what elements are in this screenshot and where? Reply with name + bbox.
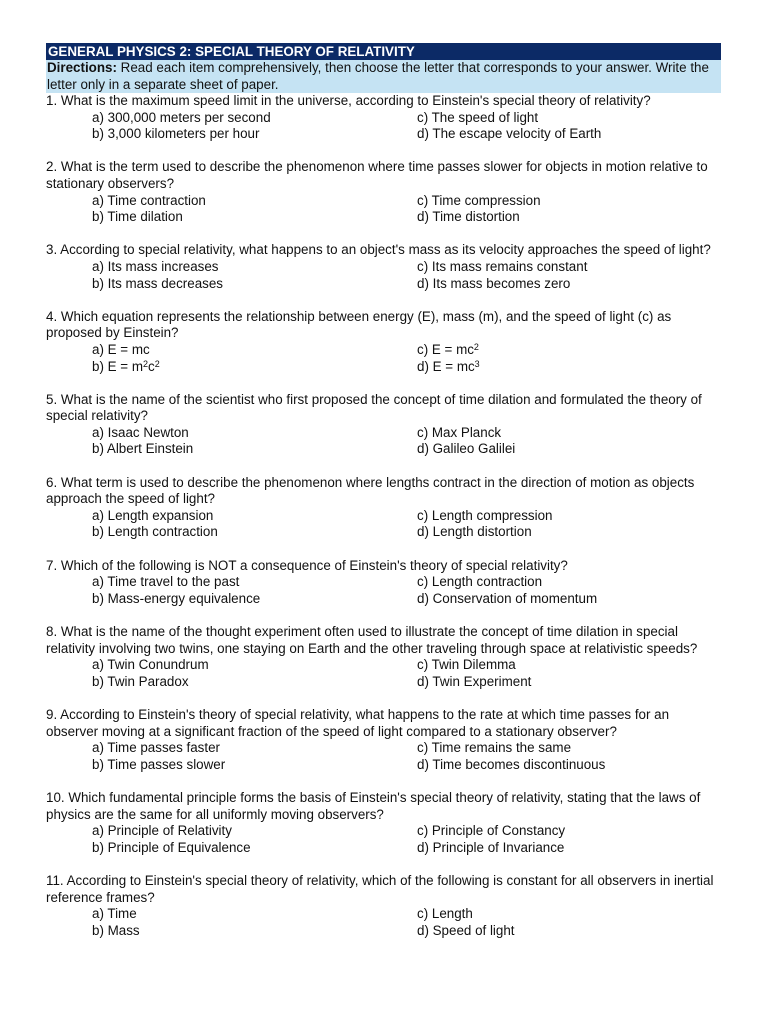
question-5 xyxy=(46,392,721,458)
option-a: a) Time passes faster xyxy=(92,740,221,756)
option-b-base: b) E = m xyxy=(92,358,143,374)
answer-options xyxy=(46,193,721,226)
option-b: b) Its mass decreases xyxy=(92,275,223,291)
option-b xyxy=(92,359,417,376)
question-text: 4. Which equation represents the relationship between energy (E), mass (m), and the speed of light (c) as proposed by Einstein? xyxy=(46,308,672,341)
option-c: c) Principle of Constancy xyxy=(417,823,566,839)
option-d-exponent: 3 xyxy=(474,358,480,369)
option-d-base: d) E = mc xyxy=(417,358,475,374)
option-c-base: c) E = mc xyxy=(417,341,474,357)
option-c: c) Its mass remains constant xyxy=(417,258,588,274)
option-c: c) Twin Dilemma xyxy=(417,657,516,673)
answer-options xyxy=(46,657,721,690)
question-text: 1. What is the maximum speed limit in the universe, according to Einstein's special theory of relativity? xyxy=(46,93,651,108)
option-b-exponent-2: 2 xyxy=(154,358,160,369)
answer-options xyxy=(46,906,721,939)
answer-options xyxy=(46,574,721,607)
option-d: d) Speed of light xyxy=(417,922,515,938)
question-text: 2. What is the term used to describe the phenomenon where time passes slower for objects in motion relative to stationary observers? xyxy=(46,159,708,191)
answer-options xyxy=(46,259,721,292)
option-d: d) Length distortion xyxy=(417,524,532,540)
answer-options xyxy=(46,342,721,375)
question-text: 10. Which fundamental principle forms the basis of Einstein's special theory of relativity, stating that the laws of physics are the same for all uniformly moving observers? xyxy=(46,789,701,822)
option-b-exponent-1: 2 xyxy=(142,358,148,369)
directions-label: Directions: xyxy=(47,60,117,75)
option-b: b) Principle of Equivalence xyxy=(92,839,251,855)
option-c-exponent: 2 xyxy=(473,341,479,352)
question-4 xyxy=(46,309,721,375)
option-c: c) Length xyxy=(417,906,473,922)
question-text: 9. According to Einstein's theory of special relativity, what happens to the rate at which time passes for an observer moving at a significant fraction of the speed of light compared to a stationary observer? xyxy=(46,706,670,739)
option-b: b) Mass-energy equivalence xyxy=(92,590,261,606)
option-a: a) Isaac Newton xyxy=(92,424,189,440)
question-1 xyxy=(46,93,721,143)
question-text: 5. What is the name of the scientist who first proposed the concept of time dilation and formulated the theory of special relativity? xyxy=(46,391,702,424)
question-text: 8. What is the name of the thought experiment often used to illustrate the concept of time dilation in special relativity involving two twins, one staying on Earth and the other traveling through space at relativistic speeds? xyxy=(46,624,698,656)
directions-text: Read each item comprehensively, then choose the letter that corresponds to your answer. Write the letter only in a separate sheet of paper. xyxy=(47,60,709,92)
option-d: d) Principle of Invariance xyxy=(417,839,565,855)
option-b: b) Time passes slower xyxy=(92,756,226,772)
question-8 xyxy=(46,624,721,690)
option-a: a) Time contraction xyxy=(92,192,206,208)
question-text: 6. What term is used to describe the phenomenon where lengths contract in the direction of motion as objects approach the speed of light? xyxy=(46,474,695,507)
question-2 xyxy=(46,159,721,225)
option-a: a) Twin Conundrum xyxy=(92,657,209,673)
question-11 xyxy=(46,873,721,939)
answer-options xyxy=(46,740,721,773)
option-c: c) Time remains the same xyxy=(417,740,572,756)
option-d: d) Its mass becomes zero xyxy=(417,275,571,291)
directions-block xyxy=(46,60,721,93)
question-text: 3. According to special relativity, what happens to an object's mass as its velocity approaches the speed of light? xyxy=(46,242,711,258)
question-list xyxy=(46,93,721,956)
option-a: a) 300,000 meters per second xyxy=(92,109,271,125)
question-3 xyxy=(46,242,721,292)
answer-options xyxy=(46,425,721,458)
option-b: b) Mass xyxy=(92,922,140,938)
option-d xyxy=(417,359,717,376)
answer-options xyxy=(46,823,721,856)
question-text: 7. Which of the following is NOT a consequence of Einstein's theory of special relativity? xyxy=(46,557,568,573)
option-a: a) Principle of Relativity xyxy=(92,823,232,839)
option-c: c) Length contraction xyxy=(417,574,543,590)
option-d: d) The escape velocity of Earth xyxy=(417,126,602,142)
option-c: c) Max Planck xyxy=(417,424,502,440)
option-a: a) Its mass increases xyxy=(92,258,219,274)
option-a: a) E = mc xyxy=(92,341,150,357)
option-d: d) Galileo Galilei xyxy=(417,441,516,457)
question-7 xyxy=(46,558,721,608)
option-d: d) Twin Experiment xyxy=(417,673,532,689)
option-d: d) Time distortion xyxy=(417,209,520,225)
question-text: 11. According to Einstein's special theory of relativity, which of the following is constant for all observers in inertial reference frames? xyxy=(46,872,714,905)
option-c: c) Length compression xyxy=(417,507,553,523)
option-b: b) 3,000 kilometers per hour xyxy=(92,126,260,142)
option-b: b) Albert Einstein xyxy=(92,441,194,457)
answer-options xyxy=(46,110,721,143)
option-a: a) Time travel to the past xyxy=(92,574,240,590)
option-c xyxy=(417,342,717,359)
option-b: b) Length contraction xyxy=(92,524,218,540)
option-d: d) Conservation of momentum xyxy=(417,590,598,606)
worksheet-title: GENERAL PHYSICS 2: SPECIAL THEORY OF RELATIVITY xyxy=(46,43,721,60)
question-10 xyxy=(46,790,721,856)
option-c: c) The speed of light xyxy=(417,109,539,125)
option-b: b) Twin Paradox xyxy=(92,673,189,689)
option-c: c) Time compression xyxy=(417,192,541,208)
option-b-mid: c xyxy=(148,358,155,374)
question-6 xyxy=(46,475,721,541)
option-a: a) Length expansion xyxy=(92,507,214,523)
answer-options xyxy=(46,508,721,541)
option-d: d) Time becomes discontinuous xyxy=(417,756,606,772)
option-b: b) Time dilation xyxy=(92,209,183,225)
option-a: a) Time xyxy=(92,906,137,922)
question-9 xyxy=(46,707,721,773)
